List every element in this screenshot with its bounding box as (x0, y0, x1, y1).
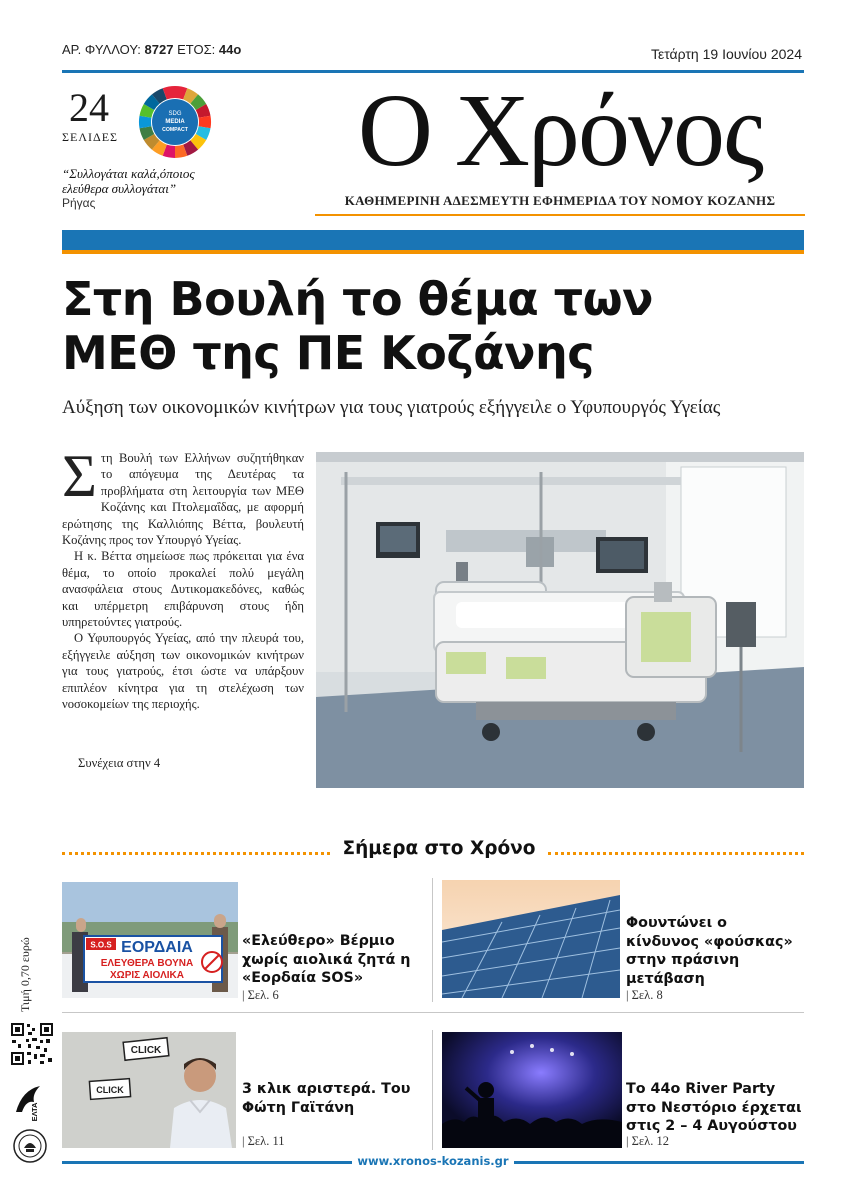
sign-line-3: ΕΛΕΥΘΕΡΑ ΒΟΥΝΑ (100, 958, 194, 969)
teaser-photo-eordaia (62, 882, 238, 998)
page-count: 24 (69, 85, 109, 130)
drop-cap: Σ (62, 443, 97, 509)
newspaper-tagline: ΚΑΘΗΜΕΡΙΝΗ ΑΔΕΣΜΕΥΤΗ ΕΦΗΜΕΡΙΔΑ ΤΟΥ ΝΟΜΟΥ ΚΟΖΑΝΗΣ (344, 193, 776, 208)
teaser-photo-click (62, 1032, 236, 1148)
teaser-photo-solar (442, 880, 620, 998)
sdg-text-3: COMPACT (162, 127, 188, 133)
lead-article-body (62, 443, 304, 713)
icu-bed-photo (316, 452, 804, 788)
teaser-title-2[interactable]: Φουντώνει ο κίνδυνος «φούσκας» στην πράσινη μετάβαση (626, 915, 793, 987)
teaser-divider (432, 1030, 433, 1150)
newspaper-masthead: Ο Χρόνος (357, 73, 763, 188)
header-band-orange (62, 250, 804, 254)
teaser-page-3: | Σελ. 11 (242, 1134, 285, 1148)
sdg-text-1: SDG (168, 111, 182, 117)
elta-text: ΕΛΤΑ (30, 1102, 39, 1122)
section-dots-left (62, 852, 330, 855)
issue-number: 8727 (144, 42, 174, 57)
motto-quote: “Συλλογάται καλά,όποιος ελεύθερα συλλογάται” (62, 166, 195, 196)
sign-eordaia: ΕΟΡΔΑΙΑ (121, 939, 193, 956)
sign-sos: S.O.S (90, 940, 112, 950)
teaser-title-1[interactable]: «Ελεύθερο» Βέρμιο χωρίς αιολικά ζητά η «Εορδαία SOS» (242, 933, 411, 986)
year-value: 44ο (218, 42, 242, 57)
sdg-text-2: MEDIA (165, 119, 185, 125)
teaser-page-2: | Σελ. 8 (626, 988, 663, 1002)
page-count-label: ΣΕΛΙΔΕΣ (62, 130, 119, 144)
lead-subheadline: Αύξηση των οικονομικών κινήτρων για τους γιατρούς εξήγγειλε ο Υφυπουργός Υγείας (62, 397, 721, 418)
header-band-blue (62, 230, 804, 250)
teaser-page-4: | Σελ. 12 (626, 1134, 669, 1148)
teaser-row-divider (62, 1012, 804, 1013)
article-paragraph: Ο Υφυπουργός Υγείας, από την πλευρά του, εξήγγειλε αύξηση των οικονομικών κινήτρων για τους γιατρούς, έτσι ώστε να υπάρξουν επιπλέον κίνητρα για τη στελέχωση των νοσοκομείων της περιοχής. (62, 631, 304, 712)
sdg-media-compact-logo (137, 84, 213, 160)
tagline-rule (315, 214, 805, 216)
teaser-title-3[interactable]: 3 κλικ αριστερά. Του Φώτη Γαϊτάνη (242, 1081, 411, 1116)
issue-info: ΑΡ. ΦΥΛΛΟΥ: 8727 ΕΤΟΣ: 44ο (62, 42, 242, 57)
article-paragraph: Η κ. Βέττα σημείωσε πως πρόκειται για ένα θέμα, το οποίο προκαλεί πολύ μεγάλη ανασφάλεια στους Δυτικομακεδόνες, καθώς και υπέρμετρη επιβάρυνση στους ήδη υπηρετούντες γιατρούς. (62, 549, 304, 630)
qr-code-icon[interactable] (10, 1022, 54, 1066)
click-label-2: CLICK (96, 1085, 124, 1095)
elta-logo-icon (12, 1082, 48, 1122)
lead-headline[interactable]: Στη Βουλή το θέμα των ΜΕΘ της ΠΕ Κοζάνης (62, 272, 653, 380)
section-title: Σήμερα στο Χρόνο (330, 838, 548, 859)
teaser-title-4[interactable]: Το 44ο River Party στο Νεστόριο έρχεται στις 2 – 4 Αυγούστου (626, 1081, 802, 1134)
teaser-divider (432, 878, 433, 1002)
price-label: Τιμή 0,70 ευρώ (18, 937, 32, 1012)
teaser-page-1: | Σελ. 6 (242, 988, 279, 1002)
click-label-1: CLICK (130, 1045, 162, 1056)
continued-link[interactable]: Συνέχεια στην 4 (78, 756, 161, 770)
motto-author: Ρήγας (62, 196, 96, 210)
issue-date: Τετάρτη 19 Ιουνίου 2024 (650, 46, 802, 62)
article-paragraph: Στη Βουλή των Ελλήνων συζητήθηκαν το απόγευμα της Δευτέρας τα προβλήματα στη λειτουργία των ΜΕΘ Κοζάνης και Πτολεμαΐδας, με αφορμή ερώτησης της Καλλιόπης Βέττα, βουλευτή Κοζάνης προς τον Υπουργό Υγείας. (62, 443, 304, 548)
section-dots-right (548, 852, 804, 855)
sign-line-4: ΧΩΡΙΣ ΑΙΟΛΙΚΑ (110, 970, 184, 981)
teaser-photo-river-party (442, 1032, 622, 1148)
website-link[interactable]: www.xronos-kozanis.gr (352, 1154, 514, 1168)
publisher-seal-icon (12, 1128, 48, 1164)
